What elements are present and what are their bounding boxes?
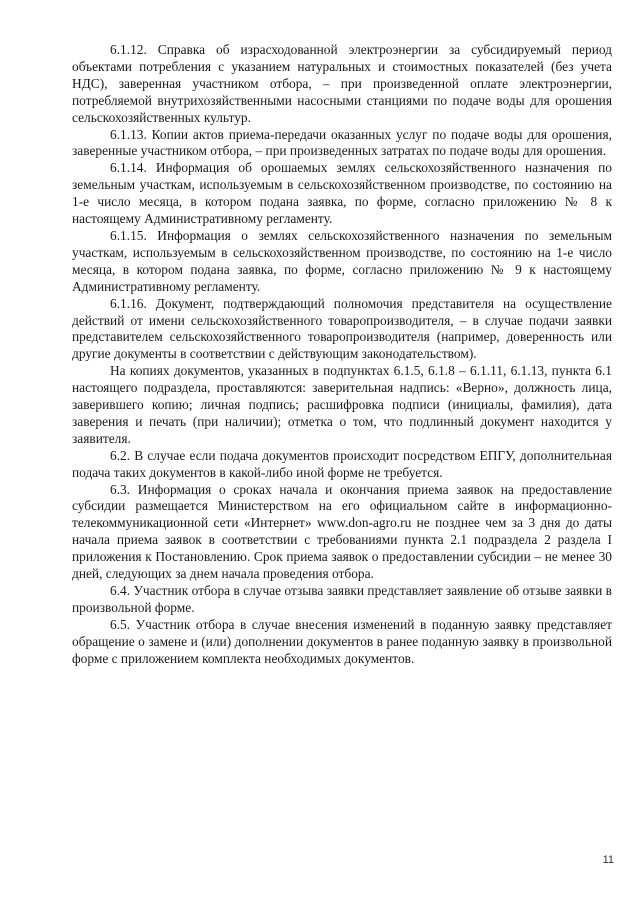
paragraph-6-1-15: 6.1.15. Информация о землях сельскохозяйственного назначения по земельным участкам, используемым в сельскохозяйственном производстве, по состоянию на 1-е число месяца, в котором подана заявка, по форме, согласно приложению № 9 к настоящему Административному регламенту. [72, 227, 612, 294]
paragraph-6-1-13: 6.1.13. Копии актов приема-передачи оказанных услуг по подаче воды для орошения, заверенные участником отбора, – при произведенных затратах по подаче воды для орошения. [72, 126, 612, 159]
paragraph-6-1-16: 6.1.16. Документ, подтверждающий полномочия представителя на осуществление действий от имени сельскохозяйственного товаропроизводителя, – в случае подачи заявки представителем сельскохозяйственного товаропроизводителя (например, доверенность или другие документы в соответствии с действующим законодательством). [72, 295, 612, 362]
paragraph-6-2: 6.2. В случае если подача документов происходит посредством ЕПГУ, дополнительная подача таких документов в какой-либо иной форме не требуется. [72, 447, 612, 480]
document-body [72, 42, 612, 668]
paragraph-6-5: 6.5. Участник отбора в случае внесения изменений в поданную заявку представляет обращение о замене и (или) дополнении документов в ранее поданную заявку в произвольной форме с приложением комплекта необходимых документов. [72, 616, 612, 666]
paragraph-6-1-12: 6.1.12. Справка об израсходованной электроэнергии за субсидируемый период объектами потребления с указанием натуральных и стоимостных показателей (без учета НДС), заверенная участником отбора, – при произведенной оплате электроэнергии, потребляемой внутрихозяйственными насосными станциями по подаче воды для орошения сельскохозяйственных культур. [72, 42, 612, 125]
paragraph-copies-certification: На копиях документов, указанных в подпунктах 6.1.5, 6.1.8 – 6.1.11, 6.1.13, пункта 6.1 настоящего подраздела, проставляются: заверительная надпись: «Верно», должность лица, заверившего копию; личная подпись; расшифровка подписи (инициалы, фамилия), дата заверения и печать (при наличии); отметка о том, что подлинный документ находится у заявителя. [72, 363, 612, 446]
paragraph-6-3: 6.3. Информация о сроках начала и окончания приема заявок на предоставление субсидии размещается Министерством на его официальном сайте в информационно-телекоммуникационной сети «Интернет» www.don-agro.ru не позднее чем за 3 дня до даты начала приема заявок в соответствии с требованиями пункта 2.1 подраздела 2 раздела I приложения к Постановлению. Срок приема заявок о предоставлении субсидии – не менее 30 дней, следующих за днем начала проведения отбора. [72, 481, 612, 582]
paragraph-6-1-14: 6.1.14. Информация об орошаемых землях сельскохозяйственного назначения по земельным участкам, используемым в сельскохозяйственном производстве, по состоянию на 1-е число месяца, в котором подана заявка, по форме, согласно приложению № 8 к настоящему Административному регламенту. [72, 160, 612, 227]
page-number: 11 [602, 854, 614, 866]
paragraph-6-4: 6.4. Участник отбора в случае отзыва заявки представляет заявление об отзыве заявки в произвольной форме. [72, 583, 612, 615]
